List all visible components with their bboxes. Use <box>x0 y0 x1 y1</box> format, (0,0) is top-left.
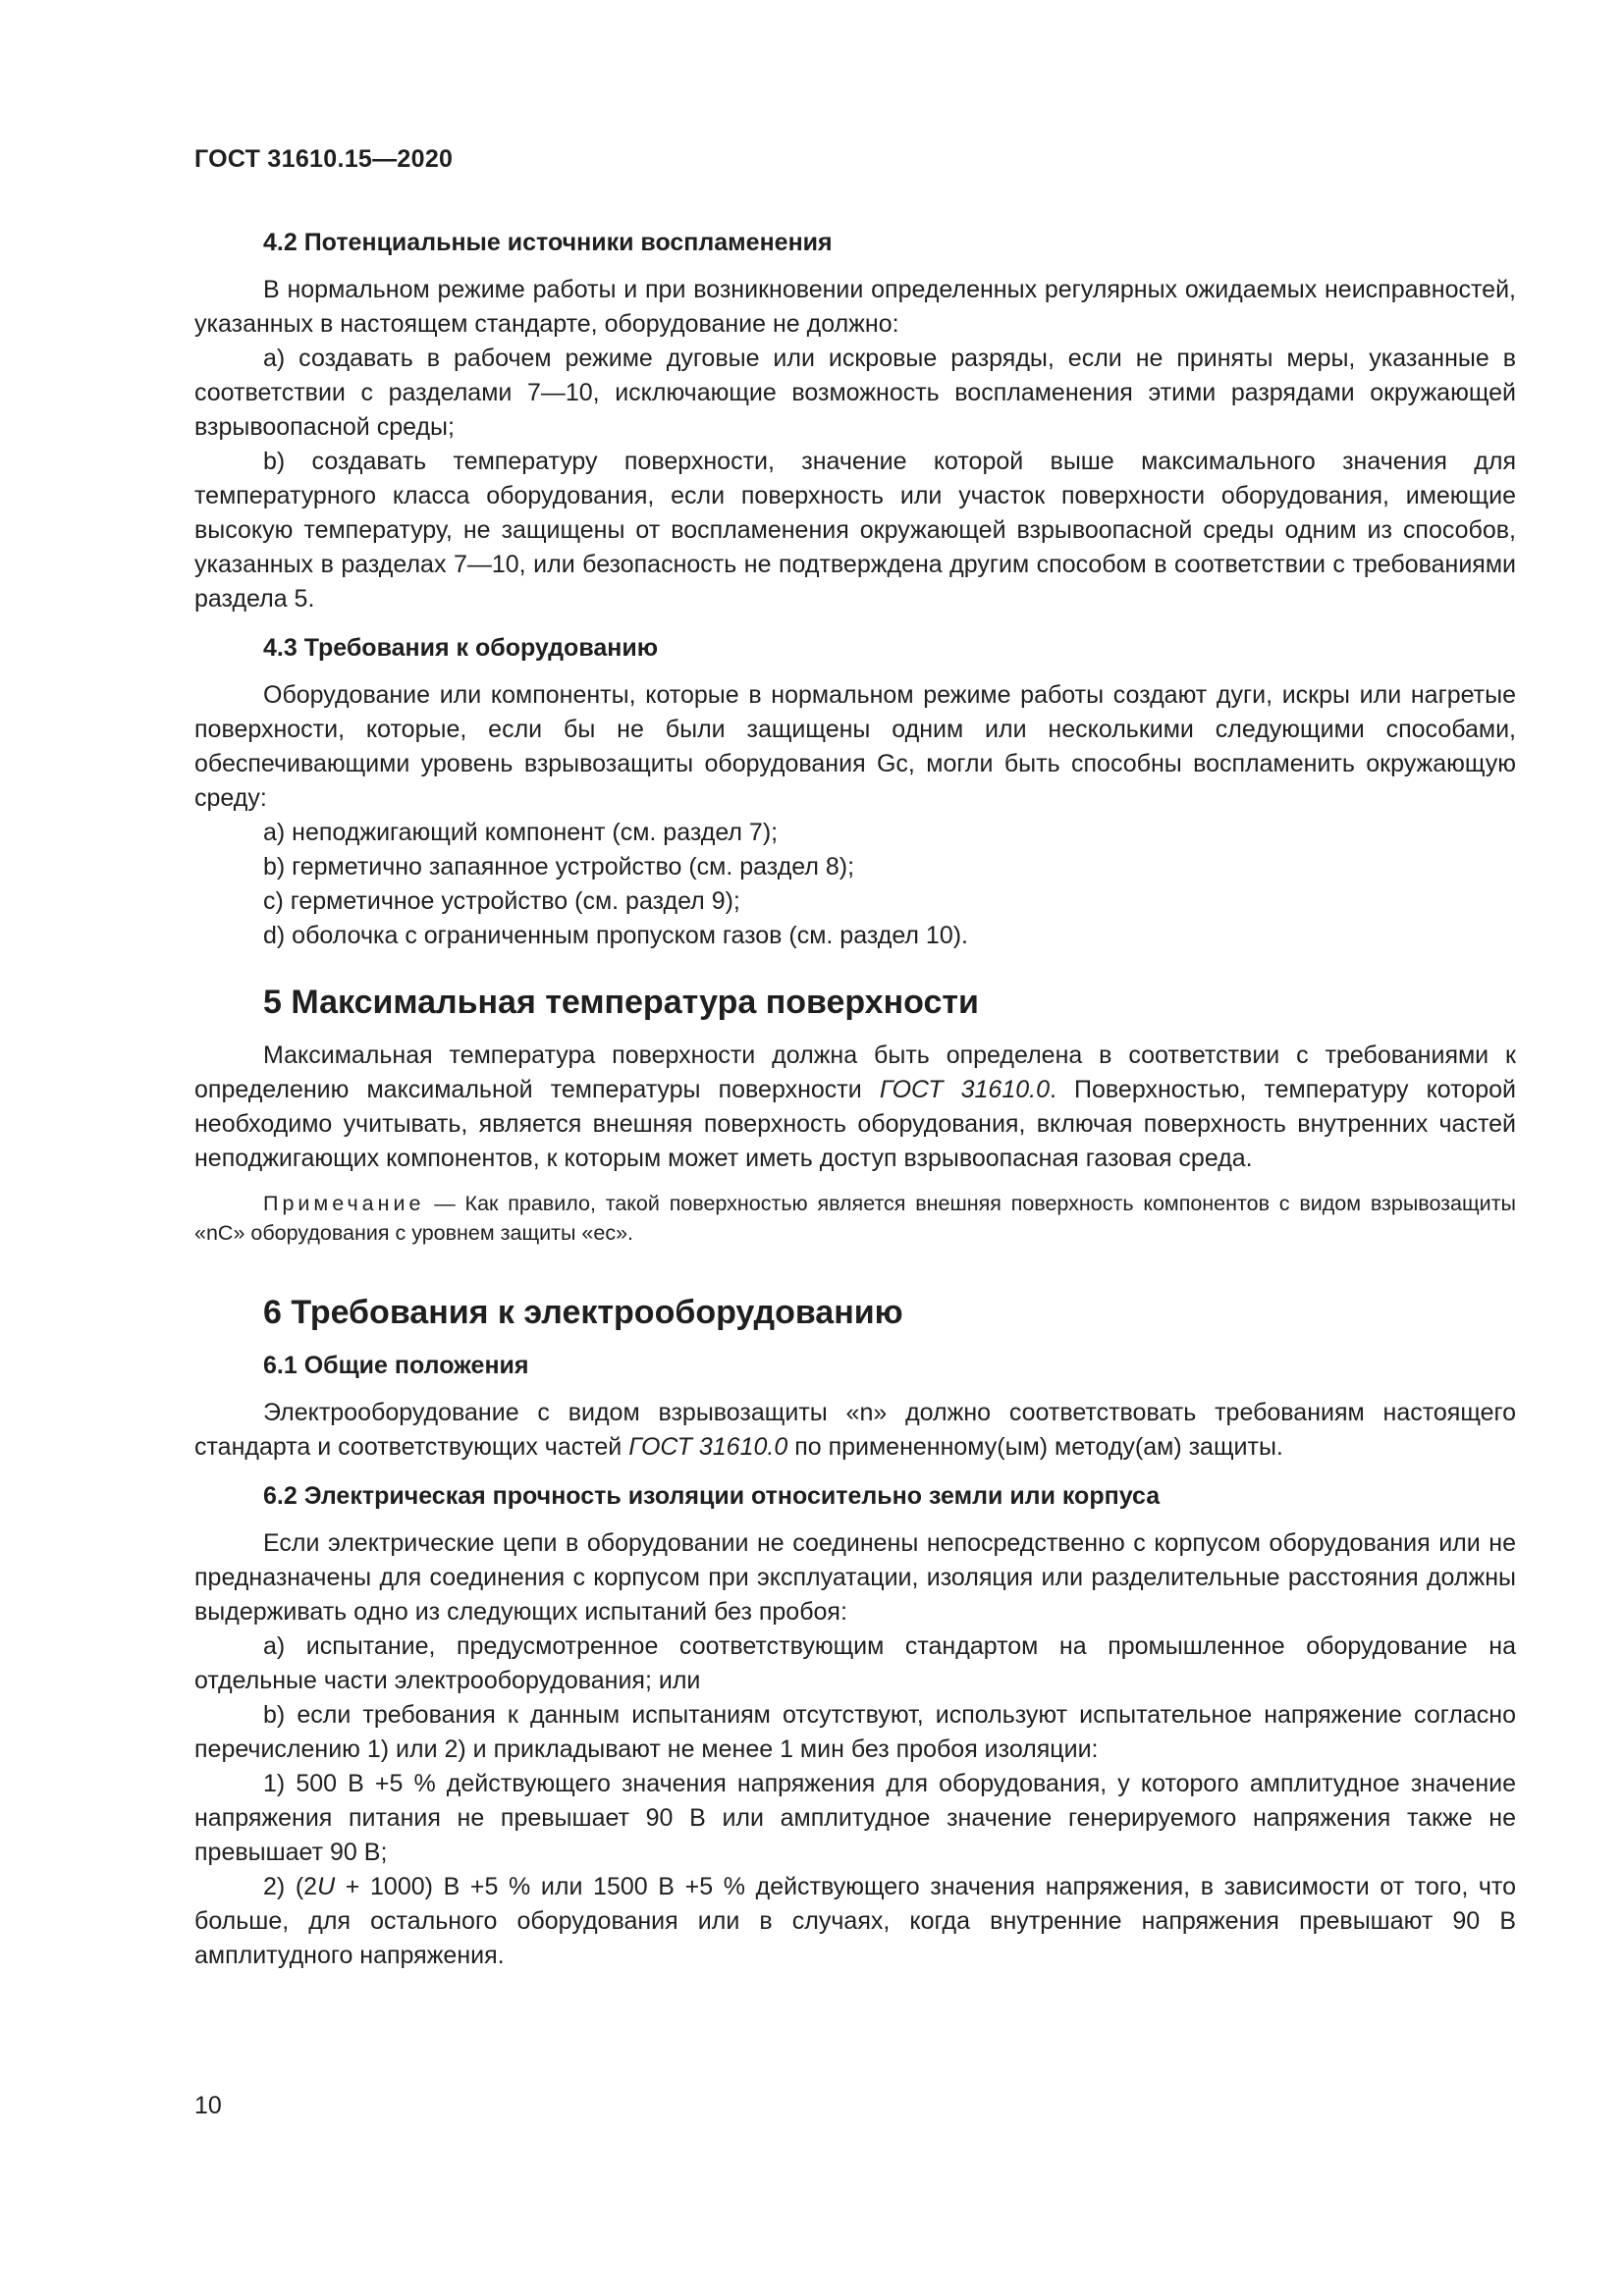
paragraph-6-1-text-b: по примененному(ым) методу(ам) защиты. <box>787 1433 1283 1461</box>
paragraph-4-2-intro: В нормальном режиме работы и при возникновении определенных регулярных ожидаемых неисправностей, указанных в настоящем стандарте, оборудование не должно: <box>194 276 1516 338</box>
note-text: — Как правило, такой поверхностью является внешняя поверхность компонентов с видом взрывозащиты «nC» оборудования с уровнем защиты «ec». <box>194 1192 1516 1245</box>
heading-4-3: 4.3 Требования к оборудованию <box>263 634 659 662</box>
note-5 <box>194 1189 1516 1248</box>
standard-reference: ГОСТ 31610.0 <box>879 1076 1050 1103</box>
document-body <box>194 226 1516 1973</box>
paragraph-6-1-text-a: Электрооборудование с видом взрывозащиты «n» должно соответствовать требованиям настоящего стандарта и соответствующих частей <box>194 1399 1516 1461</box>
list-item-4-3-c: c) герметичное устройство (см. раздел 9); <box>263 887 740 915</box>
note-label: Примечание <box>263 1192 425 1215</box>
list-item-4-3-b: b) герметично запаянное устройство (см. раздел 8); <box>263 853 855 881</box>
paragraph-5-text-a: Максимальная температура поверхности должна быть определена в соответствии с требованиями к определению максимальной температуры поверхности <box>194 1041 1516 1103</box>
item-2-text: + 1000) В +5 % или 1500 В +5 % действующего значения напряжения, в зависимости от того, что больше, для остального оборудования или в случаях, когда внутренние напряжения превышают 90 В амплитудного напряжения. <box>194 1873 1516 1969</box>
document-header: ГОСТ 31610.15—2020 <box>194 145 454 173</box>
heading-6-2: 6.2 Электрическая прочность изоляции относительно земли или корпуса <box>263 1482 1161 1510</box>
list-item-6-2-1: 1) 500 В +5 % действующего значения напряжения для оборудования, у которого амплитудное значение напряжения питания не превышает 90 В или амплитудное значение генерируемого напряжения также не превышает 90 В; <box>194 1770 1516 1866</box>
list-item-4-3-a: a) неподжигающий компонент (см. раздел 7); <box>263 819 779 846</box>
heading-4-2: 4.2 Потенциальные источники воспламенения <box>263 229 833 256</box>
heading-6-1: 6.1 Общие положения <box>263 1352 529 1379</box>
paragraph-6-1 <box>194 1396 1516 1465</box>
paragraph-4-3-intro: Оборудование или компоненты, которые в нормальном режиме работы создают дуги, искры или нагретые поверхности, которые, если бы не были защищены одним или несколькими следующими способами, обеспечивающими уровень взрывозащиты оборудования Gc, могли быть способны воспламенить окружающую среду: <box>194 681 1516 812</box>
heading-section-6: 6 Требования к электрооборудованию <box>263 1294 903 1331</box>
paragraph-6-2-intro: Если электрические цепи в оборудовании не соединены непосредственно с корпусом оборудования или не предназначены для соединения с корпусом при эксплуатации, изоляция или разделительные расстояния должны выдерживать одно из следующих испытаний без пробоя: <box>194 1529 1516 1626</box>
heading-section-5: 5 Максимальная температура поверхности <box>263 984 979 1021</box>
list-item-6-2-2 <box>194 1870 1516 1973</box>
voltage-symbol: U <box>317 1873 336 1900</box>
paragraph-5 <box>194 1039 1516 1176</box>
list-item-6-2-a: a) испытание, предусмотренное соответствующим стандартом на промышленное оборудование на отдельные части электрооборудования; или <box>194 1632 1516 1694</box>
list-item-4-2-a: a) создавать в рабочем режиме дуговые или искровые разряды, если не приняты меры, указанные в соответствии с разделами 7—10, исключающие возможность воспламенения этими разрядами окружающей взрывоопасной среды; <box>194 345 1516 441</box>
item-2-prefix: 2) (2 <box>263 1873 318 1900</box>
standard-reference: ГОСТ 31610.0 <box>628 1433 788 1461</box>
list-item-6-2-b: b) если требования к данным испытаниям отсутствуют, используют испытательное напряжение согласно перечислению 1) или 2) и прикладывают не менее 1 мин без пробоя изоляции: <box>194 1701 1516 1763</box>
list-item-4-2-b: b) создавать температуру поверхности, значение которой выше максимального значения для температурного класса оборудования, если поверхность или участок поверхности оборудования, имеющие высокую температуру, не защищены от воспламенения окружающей взрывоопасной среды одним из способов, указанных в разделах 7—10, или безопасность не подтверждена другим способом в соответствии с требованиями раздела 5. <box>194 448 1516 613</box>
page-number: 10 <box>194 2092 222 2119</box>
list-item-4-3-d: d) оболочка с ограниченным пропуском газов (см. раздел 10). <box>263 922 969 949</box>
paragraph-5-text-b: . Поверхностью, температуру которой необходимо учитывать, является внешняя поверхность оборудования, включая поверхность внутренних частей неподжигающих компонентов, к которым может иметь доступ взрывоопасная газовая среда. <box>194 1076 1516 1172</box>
